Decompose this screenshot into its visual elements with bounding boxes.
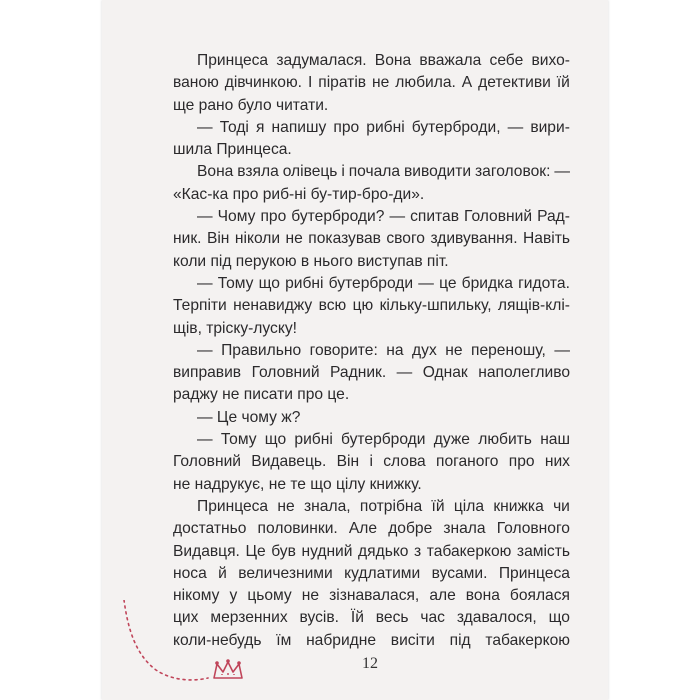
crown-ornament-icon: [116, 600, 256, 700]
text-line: Вона взяла олівець і почала виводити заголовок: —: [197, 163, 570, 181]
text-line: — Тоді я напишу про рибні бутерброди, — вири-: [197, 118, 570, 136]
book-page: [102, 0, 608, 700]
text-line: нікому у цьому не зізнавалася, але вона боялася: [173, 587, 570, 605]
text-line: Головний Видавець. Він і слова поганого про них: [173, 453, 570, 471]
text-line: коли-небудь їм набридне висіти під табакеркою: [173, 631, 570, 649]
text-line: носа й величезними кудлатими вусами. Принцеса: [173, 564, 570, 582]
body-text: [173, 50, 570, 652]
page-number: 12: [362, 655, 378, 672]
text-line: ще рано було читати.: [173, 96, 329, 114]
text-line: достатньо половинки. Але добре знала Головного: [173, 520, 570, 538]
text-line: ваною дівчинкою. І піратів не любила. А детективи їй: [173, 74, 570, 92]
text-line: цих мерзенних вусів. Їй весь час здавалося, що: [173, 609, 570, 627]
text-line: Принцеса не знала, потрібна їй ціла книжка чи: [197, 497, 570, 515]
text-line: виправив Головний Радник. — Однак наполегливо: [173, 364, 570, 382]
text-line: коли під перукою в нього виступав піт.: [173, 252, 449, 270]
text-line: — Тому що рибні бутерброди дуже любить наш: [197, 431, 570, 449]
text-line: шила Принцеса.: [173, 141, 292, 159]
text-line: «Кас-ка про риб-ні бу-тир-бро-ди».: [173, 185, 425, 203]
text-line: раджу не писати про це.: [173, 386, 350, 404]
text-line: — Чому про бутерброди? — спитав Головний Рад-: [197, 208, 570, 226]
text-line: — Правильно говорите: на дух не переношу, —: [197, 341, 570, 359]
text-line: ник. Він ніколи не показував свого здивування. Навіть: [173, 230, 570, 248]
text-line: не надрукує, не те що цілу книжку.: [173, 475, 422, 493]
text-line: — Тому що рибні бутерброди — це бридка гидота.: [197, 274, 570, 292]
text-line: Принцеса задумалася. Вона вважала себе вихо-: [197, 52, 570, 69]
text-line: Терпіти ненавиджу всю цю кільку-шпильку, лящів-клі-: [173, 297, 570, 315]
text-line: щів, тріску-луску!: [173, 319, 297, 337]
text-line: Видавця. Це був нудний дядько з табакеркою замість: [173, 542, 570, 560]
text-line: — Це чому ж?: [197, 408, 301, 426]
